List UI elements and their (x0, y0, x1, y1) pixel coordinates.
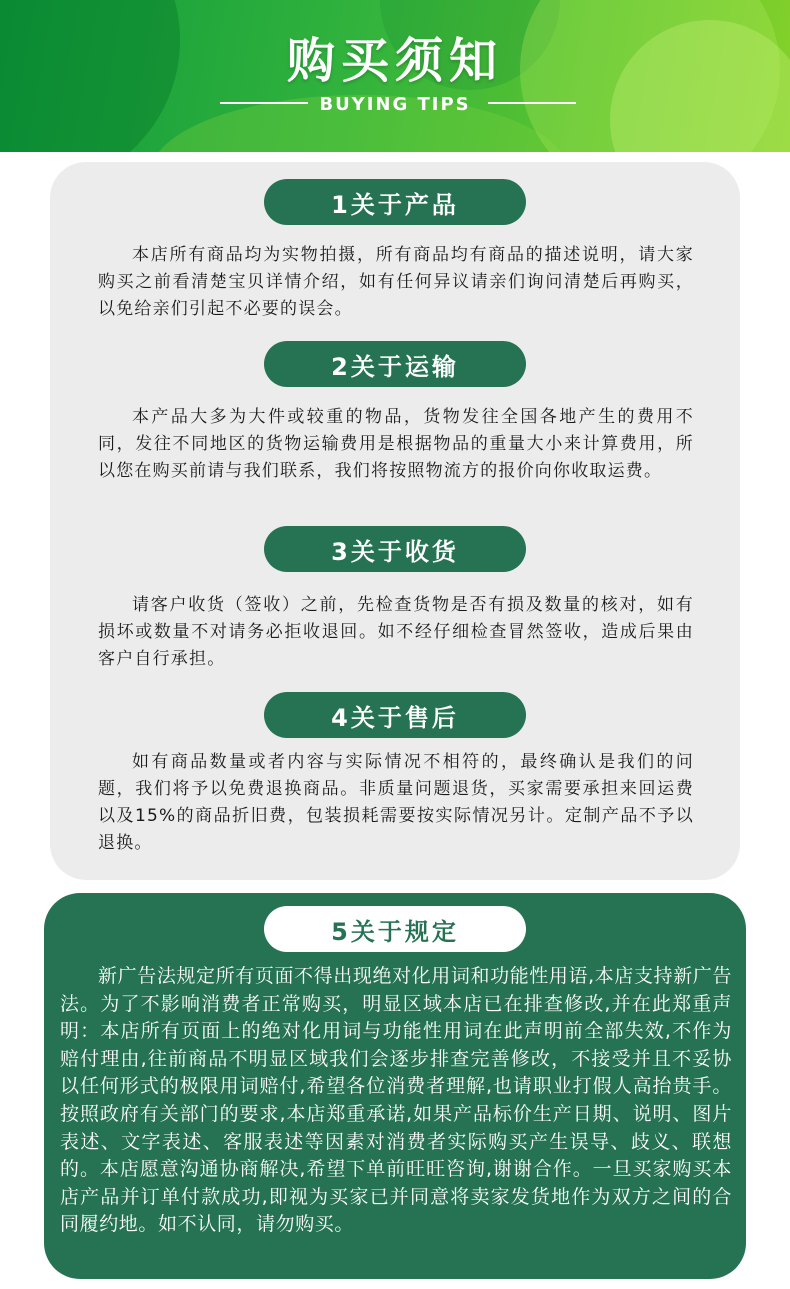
header-banner (0, 0, 790, 152)
section-heading-receiving: 3关于收货 (264, 526, 526, 572)
section-body-aftersales: 如有商品数量或者内容与实际情况不相符的，最终确认是我们的问题，我们将予以免费退换商品。非质量问题退货，买家需要承担来回运费以及15%的商品折旧费，包装损耗需要按实际情况另计。定制产品不予以退换。 (98, 752, 694, 853)
section-body-product: 本店所有商品均为实物拍摄，所有商品均有商品的描述说明，请大家购买之前看清楚宝贝详情介绍，如有任何异议请亲们询问清楚后再购买，以免给亲们引起不必要的误会。 (98, 245, 694, 319)
section-heading-shipping: 2关于运输 (264, 341, 526, 387)
section-body-shipping: 本产品大多为大件或较重的物品，货物发往全国各地产生的费用不同，发往不同地区的货物运输费用是根据物品的重量大小来计算费用，所以您在购买前请与我们联系，我们将按照物流方的报价向你收取运费。 (98, 407, 694, 481)
page-subtitle: BUYING TIPS (319, 94, 471, 115)
section-heading-regulation: 5关于规定 (264, 906, 526, 952)
section-body-regulation: 新广告法规定所有页面不得出现绝对化用词和功能性用语,本店支持新广告法。为了不影响消费者正常购买，明显区域本店已在排查修改,并在此郑重声明：本店所有页面上的绝对化用词与功能性用词在此声明前全部失效,不作为赔付理由,往前商品不明显区域我们会逐步排查完善修改，不接受并且不妥协以任何形式的极限用词赔付,希望各位消费者理解,也请职业打假人高抬贵手。按照政府有关部门的要求,本店郑重承诺,如果产品标价生产日期、说明、图片表述、文字表述、客服表述等因素对消费者实际购买产生误导、歧义、联想的。本店愿意沟通协商解决,希望下单前旺旺咨询,谢谢合作。一旦买家购买本店产品并订单付款成功,即视为买家已并同意将卖家发货地作为双方之间的合同履约地。如不认同，请勿购买。 (60, 965, 732, 1236)
section-body-receiving: 请客户收货（签收）之前，先检查货物是否有损及数量的核对，如有损坏或数量不对请务必拒收退回。如不经仔细检查冒然签收，造成后果由客户自行承担。 (98, 595, 694, 669)
divider-line (488, 102, 576, 104)
page-title: 购买须知 (286, 33, 503, 89)
section-heading-product: 1关于产品 (264, 179, 526, 225)
section-heading-aftersales: 4关于售后 (264, 692, 526, 738)
